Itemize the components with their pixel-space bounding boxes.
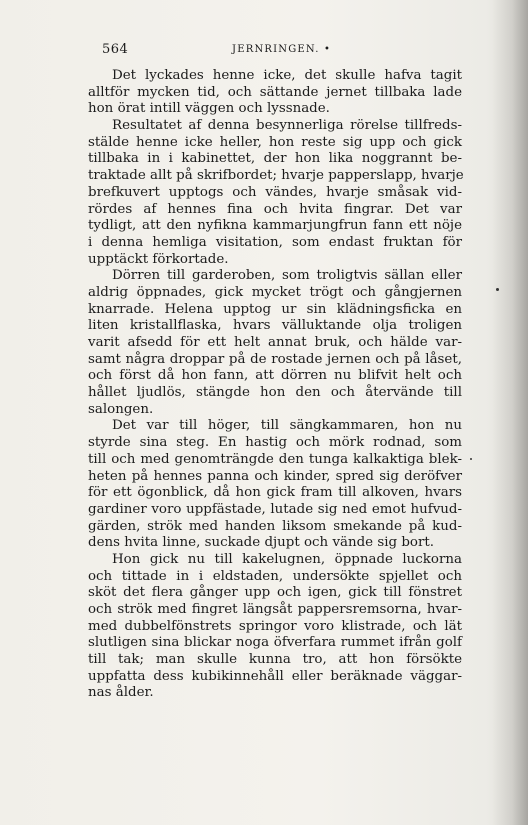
text-line: Det lyckades henne icke, det skulle hafva tagit (112, 68, 462, 83)
text-line: i denna hemliga visitation, som endast fruktan för (88, 234, 462, 250)
page-header (102, 42, 462, 62)
ink-speck (496, 288, 499, 291)
text-line: alltför mycken tid, och sättande jernet tillbaka lade (88, 84, 462, 100)
page-number: 564 (102, 42, 129, 57)
text-line: sköt det flera gånger upp och igen, gick till fönstret (88, 585, 462, 601)
text-line: gardiner voro uppfästade, lutade sig ned emot hufvud- (88, 501, 462, 517)
text-line: upptäckt förkortade. (88, 251, 229, 267)
text-line: tillbaka in i kabinettet, der hon lika noggrannt be- (88, 151, 462, 167)
text-line: styrde sina steg. En hastig och mörk rodnad, som (88, 435, 462, 451)
text-line: med dubbelfönstrets springor voro klistrade, och lät (88, 618, 462, 634)
page-edge-shadow (492, 0, 528, 825)
text-line: salongen. (88, 401, 154, 417)
text-line: heten på hennes panna och kinder, spred sig deröfver (88, 468, 462, 484)
text-line: och först då hon fann, att dörren nu blifvit helt och (88, 368, 462, 384)
text-line: till tak; man skulle kunna tro, att hon försökte (88, 652, 462, 668)
ink-speck (470, 458, 472, 460)
text-line: Det var till höger, till sängkammaren, hon nu (112, 418, 462, 434)
text-line: stälde henne icke heller, hon reste sig upp och gick (88, 134, 462, 150)
text-line: för ett ögonblick, då hon gick fram till alkoven, hvars (88, 485, 462, 501)
text-line: nas ålder. (88, 685, 154, 701)
text-line: tydligt, att den nyfikna kammarjungfrun fann ett nöje (88, 218, 462, 234)
text-line: till och med genomträngde den tunga kalkaktiga blek- (88, 451, 462, 467)
text-line: Resultatet af denna besynnerliga rörelse tillfreds- (112, 118, 462, 134)
text-line: hållet ljudlös, stängde hon den och återvände till (88, 385, 462, 401)
body-text (88, 68, 462, 702)
text-line: uppfatta dess kubikinnehåll eller beräknade väggar- (88, 668, 462, 684)
text-line: Dörren till garderoben, som troligtvis sällan eller (112, 268, 462, 284)
text-line: och strök med fingret längsåt pappersremsorna, hvar- (88, 602, 462, 617)
text-line: hon örat intill väggen och lyssnade. (88, 101, 330, 117)
text-line: och tittade in i eldstaden, undersökte spjellet och (88, 568, 462, 584)
text-line: samt några droppar på de rostade jernen och på låset, (88, 351, 462, 367)
text-line: gärden, strök med handen liksom smekande på kud- (88, 518, 462, 534)
text-line: liten kristallflaska, hvars välluktande olja troligen (88, 318, 462, 334)
text-line: dens hvita linne, suckade djupt och vände sig bort. (88, 535, 435, 551)
text-line: brefkuvert upptogs och vändes, hvarje småsak vid- (88, 184, 462, 200)
text-line: slutligen sina blickar noga öfverfara rummet ifrån golf (88, 635, 462, 651)
text-line: rördes af hennes fina och hvita fingrar. Det var (88, 201, 462, 217)
text-line: aldrig öppnades, gick mycket trögt och gångjernen (88, 284, 462, 300)
text-line: varit afsedd för ett helt annat bruk, och hälde var- (88, 335, 462, 350)
running-title: JERNRINGEN. • (232, 44, 332, 55)
text-line: Hon gick nu till kakelugnen, öppnade luckorna (112, 551, 462, 567)
text-line: traktade allt på skrifbordet; hvarje papperslapp, hvarje (88, 168, 464, 184)
text-line: knarrade. Helena upptog ur sin klädningsficka en (88, 301, 462, 317)
